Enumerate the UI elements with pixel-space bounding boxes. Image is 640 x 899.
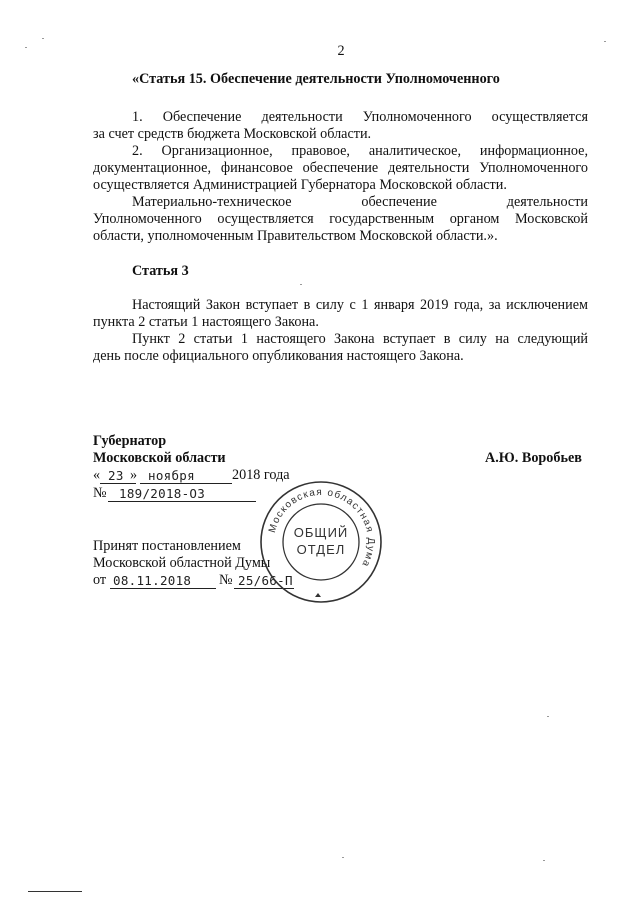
stamp-center-line-1: ОБЩИЙ [293,525,349,540]
article-15-paragraph-3 [93,194,588,245]
text-line: Настоящий Закон вступает в силу с 1 января 2019 года, за исключением [132,297,588,313]
text-line: осуществляется Администрацией Губернатора Московской области. [93,177,507,193]
article-15-paragraph-1 [93,109,588,143]
article-15-paragraph-2 [93,143,588,194]
governor-name: А.Ю. Воробьев [485,450,582,466]
article-3-paragraph-1 [93,297,588,331]
scan-speck [25,47,27,48]
footer-rule [28,891,82,892]
law-number: 189/2018-ОЗ [119,486,206,501]
text-line: Уполномоченного осуществляется государственным органом Московской [93,211,588,227]
scan-speck [543,860,545,861]
adoption-number: 25/66-П [238,573,293,588]
text-line: документационное, финансовое обеспечение деятельности Уполномоченного [93,160,588,176]
stamp-center-line-2: ОТДЕЛ [296,542,346,557]
scan-speck [42,38,44,39]
law-number-prefix: № [93,485,107,501]
article-3-heading: Статья 3 [132,263,189,279]
date-day: 23 [108,468,124,483]
stamp-seal [258,479,384,605]
page-number: 2 [337,43,345,59]
date-open-quote: « [93,467,101,483]
date-close-quote: » [130,467,138,483]
text-line: за счет средств бюджета Московской области. [93,126,372,142]
text-line: 1. Обеспечение деятельности Уполномоченного осуществляется [132,109,588,125]
article-3-paragraph-2 [93,331,588,365]
governor-title: Губернатор [93,433,167,449]
text-line: день после официального опубликования настоящего Закона. [93,348,464,364]
adoption-line-2: Московской областной Думы [93,555,271,571]
scan-speck [547,716,549,717]
text-line: 2. Организационное, правовое, аналитическое, информационное, [132,143,588,159]
adoption-line-1: Принят постановлением [93,538,241,554]
scan-speck [300,284,302,285]
text-line: Пункт 2 статьи 1 настоящего Закона вступает в силу на следующий [132,331,588,347]
stamp-star-icon [315,593,321,597]
scan-speck [604,41,606,42]
text-line: Материально-техническое обеспечение деятельности [132,194,588,210]
text-line: области, уполномоченным Правительством Московской области.». [93,228,498,244]
date-year: 2018 года [232,467,290,483]
date-month: ноября [148,468,195,483]
adoption-date: 08.11.2018 [113,573,192,588]
adoption-from-prefix: от [93,572,107,588]
scan-speck [342,857,344,858]
region-title: Московской области [93,450,226,466]
article-15-heading: «Статья 15. Обеспечение деятельности Уполномоченного [132,71,500,87]
adoption-number-prefix: № [219,572,233,588]
text-line: пункта 2 статьи 1 настоящего Закона. [93,314,319,330]
stamp-ring-text: Московская областная Дума [266,486,377,570]
